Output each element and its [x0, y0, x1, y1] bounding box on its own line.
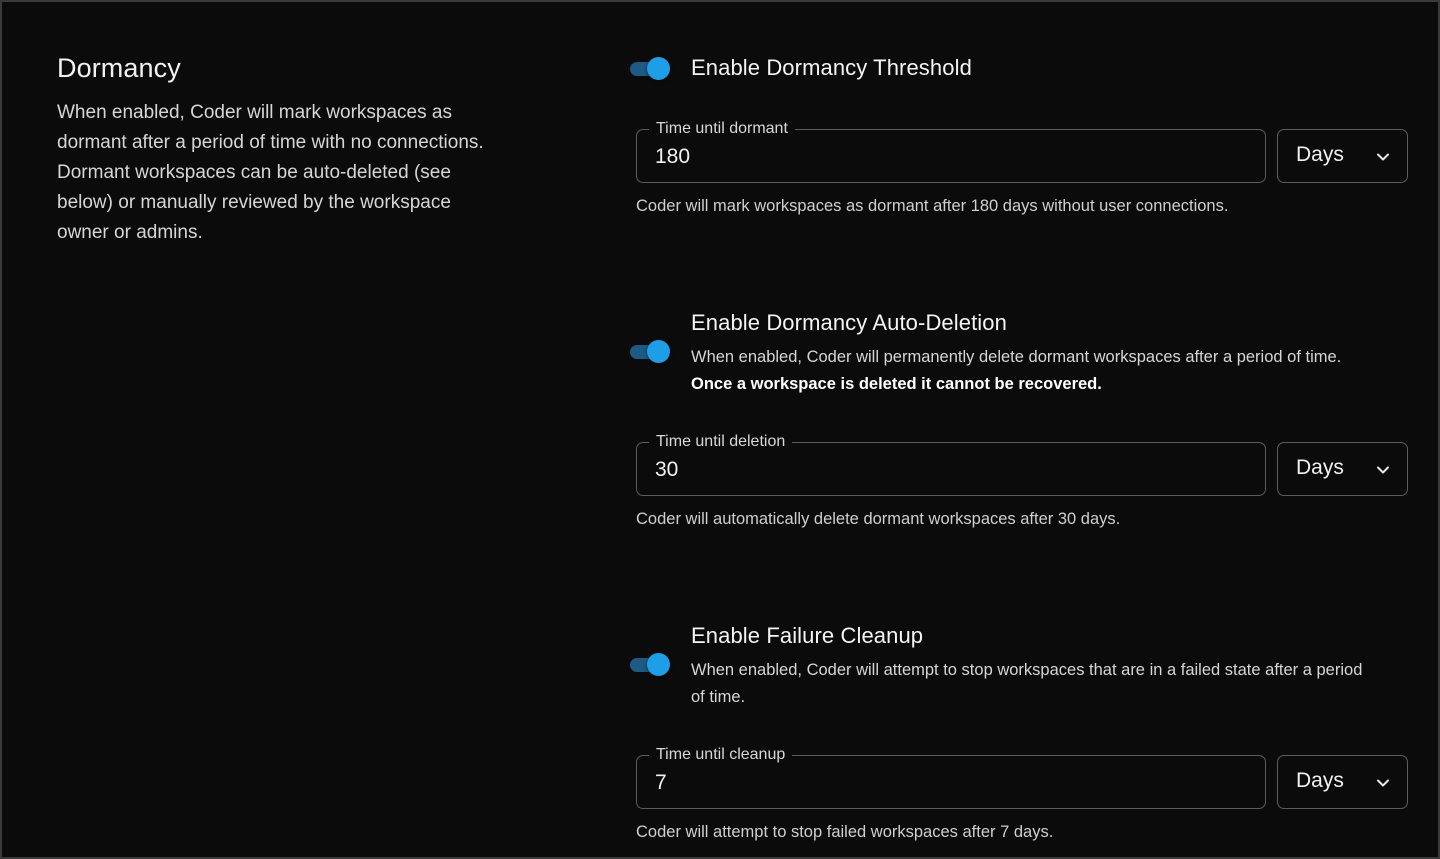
failure-cleanup-toggle[interactable] — [630, 653, 670, 677]
failure-cleanup-label: Enable Failure Cleanup — [691, 623, 924, 648]
dormancy-intro — [57, 50, 497, 248]
deletion-helper-text: Coder will automatically delete dormant workspaces after 30 days. — [636, 510, 1121, 528]
field-label: Time until dormant — [649, 119, 795, 139]
auto-deletion-description-text: When enabled, Coder will permanently delete dormant workspaces after a period of time. — [691, 348, 1342, 366]
toggle-thumb — [647, 340, 670, 363]
cleanup-helper-text: Coder will attempt to stop failed workspaces after 7 days. — [636, 823, 1054, 841]
field-label: Time until deletion — [649, 432, 792, 452]
chevron-down-icon — [1376, 463, 1390, 477]
chevron-down-icon — [1376, 776, 1390, 790]
field-label: Time until cleanup — [649, 745, 792, 765]
cleanup-unit-select[interactable] — [1277, 755, 1408, 809]
chevron-down-icon — [1376, 150, 1390, 164]
time-until-cleanup-field[interactable] — [636, 746, 1266, 809]
auto-deletion-toggle[interactable] — [630, 340, 670, 364]
dormant-unit-select[interactable] — [1277, 129, 1408, 183]
time-until-deletion-input[interactable] — [655, 456, 1235, 484]
failure-cleanup-description: When enabled, Coder will attempt to stop workspaces that are in a failed state after a period of time. — [691, 661, 1363, 706]
section-title: Dormancy — [57, 53, 181, 83]
toggle-thumb — [647, 57, 670, 80]
time-until-dormant-input[interactable] — [655, 143, 1235, 171]
dormant-helper-text: Coder will mark workspaces as dormant after 180 days without user connections. — [636, 197, 1229, 215]
time-until-cleanup-input[interactable] — [655, 769, 1235, 797]
time-until-deletion-field[interactable] — [636, 433, 1266, 496]
auto-deletion-description — [691, 344, 1411, 398]
section-description: When enabled, Coder will mark workspaces as dormant after a period of time with no connections. Dormant workspaces can be auto-deleted (see below) or manually reviewed by the workspace owner or admins. — [57, 102, 484, 243]
deletion-unit-select[interactable] — [1277, 442, 1408, 496]
select-value: Days — [1296, 769, 1344, 792]
select-value: Days — [1296, 143, 1344, 166]
dormancy-threshold-label: Enable Dormancy Threshold — [691, 55, 972, 80]
time-until-dormant-field[interactable] — [636, 120, 1266, 183]
select-value: Days — [1296, 456, 1344, 479]
dormancy-threshold-toggle[interactable] — [630, 57, 670, 81]
auto-deletion-warning: Once a workspace is deleted it cannot be recovered. — [691, 375, 1102, 393]
auto-deletion-label: Enable Dormancy Auto-Deletion — [691, 310, 1007, 335]
toggle-thumb — [647, 653, 670, 676]
